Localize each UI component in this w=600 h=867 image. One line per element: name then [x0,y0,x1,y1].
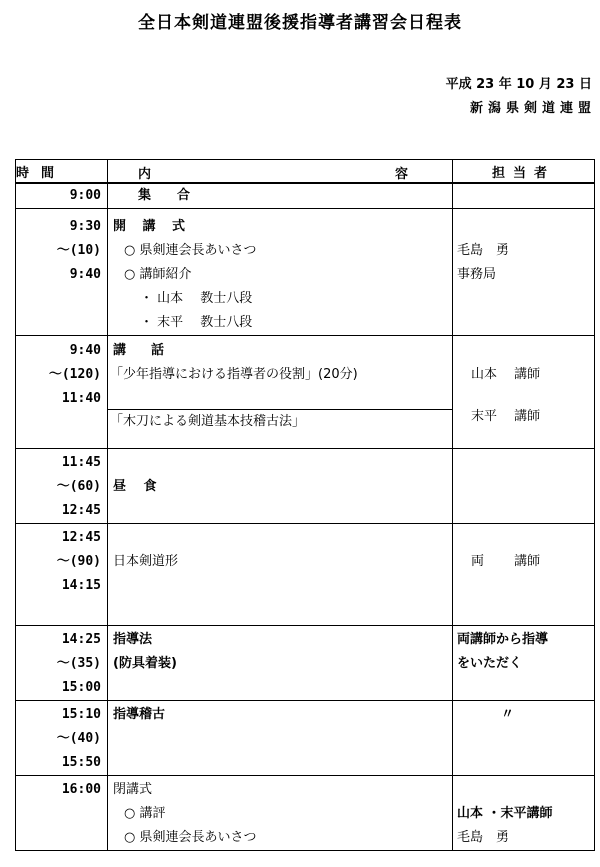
time-text: ～(60) [56,479,101,494]
responsible-text: 〃 [501,707,515,722]
document-date: 平成 23 年 10 月 23 日 [445,77,592,92]
responsible-cell [453,449,595,524]
responsible-cell [453,776,595,851]
content-cell [108,626,453,701]
time-text: 9:40 [69,267,101,282]
content-cell [108,209,453,336]
content-cell [108,776,453,851]
content-text: 講 話 [113,343,171,358]
responsible-text: 山本 講師 [471,367,541,382]
time-text: 15:50 [61,755,101,770]
time-text: 15:00 [61,680,101,695]
time-text: 12:45 [61,503,101,518]
content-text: 「少年指導における指導者の役割」(20分) [110,367,358,382]
responsible-cell [453,626,595,701]
time-text: ～(90) [56,554,101,569]
time-text: 9:40 [69,343,101,358]
header-content [108,160,453,184]
table-row [16,626,595,701]
time-text: 11:40 [61,391,101,406]
content-text: (防具着装) [113,656,177,671]
time-text: 11:45 [61,455,101,470]
content-cell [108,524,453,626]
time-text: 12:45 [61,530,101,545]
time-cell [16,183,108,209]
table-row [16,336,595,449]
content-text: 集 合 [138,188,191,203]
responsible-text: 両講師から指導 [457,632,549,647]
responsible-text: 毛島 勇 [457,243,510,258]
table-row [16,183,595,209]
content-text: 「木刀による剣道基本技稽古法」 [110,414,306,429]
table-row [16,776,595,851]
time-text: ～(40) [56,731,101,746]
content-text: ○ 講評 [124,806,166,821]
content-text: 日本剣道形 [113,554,179,569]
responsible-text: 事務局 [457,267,497,282]
time-cell [16,336,108,449]
time-cell [16,209,108,336]
header-time: 時間 [16,160,108,184]
time-text: 14:15 [61,578,101,593]
time-cell [16,524,108,626]
content-cell [108,336,453,449]
time-text: 9:30 [69,219,101,234]
content-text: 閉講式 [113,782,153,797]
content-cell [108,701,453,776]
responsible-text: をいただく [457,656,523,671]
responsible-cell [453,701,595,776]
responsible-text: 山本 ・末平講師 [457,806,553,821]
time-cell [16,776,108,851]
time-text: ～(120) [48,367,101,382]
time-text: ～(10) [56,243,101,258]
content-text: ○ 講師紹介 [124,267,192,282]
table-row [16,209,595,336]
time-text: 16:00 [61,782,101,797]
responsible-cell [453,209,595,336]
content-text: 指導法 [113,632,153,647]
time-cell [16,701,108,776]
responsible-cell [453,524,595,626]
content-text: ・ 末平 教士八段 [140,315,253,330]
time-text: 14:25 [61,632,101,647]
time-cell [16,449,108,524]
content-text: ○ 県剣連会長あいさつ [124,243,257,258]
table-row [16,449,595,524]
responsible-cell [453,336,595,449]
header-content-right: 容 [394,167,408,182]
content-text: ○ 県剣連会長あいさつ [124,830,257,845]
page-title: 全日本剣道連盟後援指導者講習会日程表 [138,13,462,33]
header-responsible: 担当者 [453,160,595,184]
time-cell [16,626,108,701]
table-header [16,160,595,184]
responsible-cell [453,183,595,209]
content-text: ・ 山本 教士八段 [140,291,253,306]
responsible-text: 両 講師 [471,554,541,569]
content-text: 昼 食 [113,479,157,494]
content-cell [108,183,453,209]
content-cell [108,449,453,524]
table-row [16,701,595,776]
content-text: 開 講 式 [113,219,192,234]
time-text: 9:00 [69,188,101,203]
responsible-text: 毛島 勇 [457,830,510,845]
table-row [16,524,595,626]
organization-name: 新潟県剣道連盟 [469,101,596,116]
time-text: 15:10 [61,707,101,722]
responsible-text: 末平 講師 [471,409,541,424]
schedule-table [15,159,595,851]
content-text: 指導稽古 [113,707,166,722]
header-content-left: 内 [138,167,152,182]
time-text: ～(35) [56,656,101,671]
